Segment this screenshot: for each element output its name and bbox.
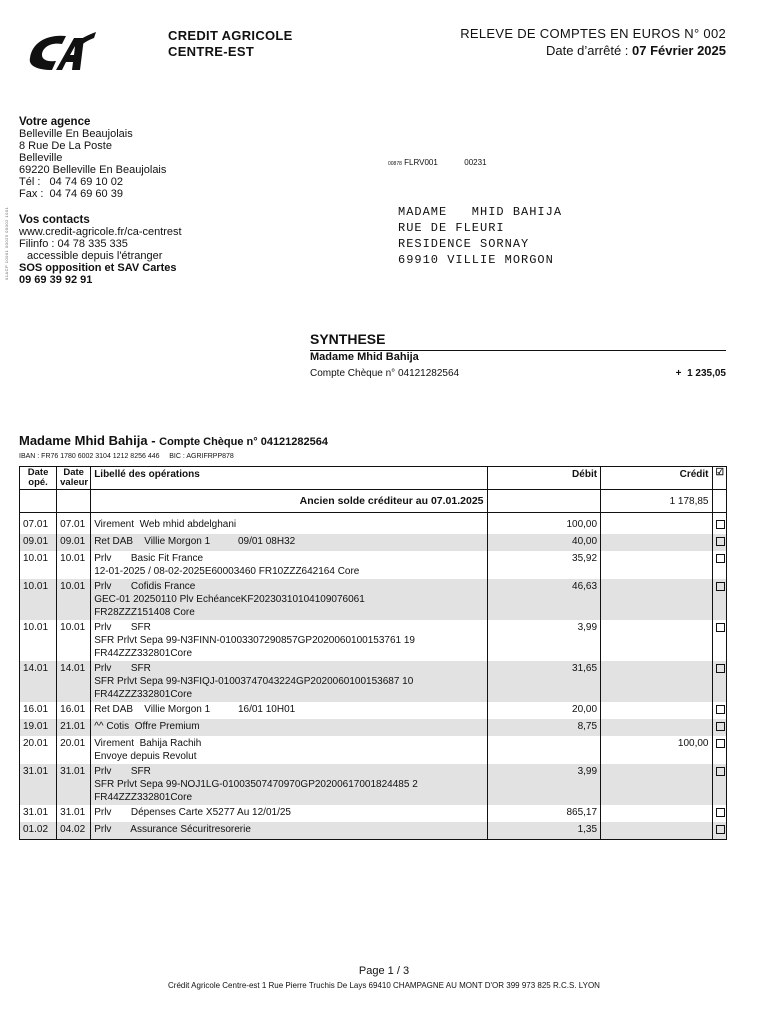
row-date-val: 31.01 [57, 805, 91, 822]
statement-title: RELEVE DE COMPTES EN EUROS N° 002 [460, 26, 726, 41]
sort-code-2: 00231 [464, 158, 487, 167]
address-line: RUE DE FLEURI [398, 221, 505, 235]
contacts-sos-label: SOS opposition et SAV Cartes [19, 262, 177, 274]
row-date-val: 09.01 [57, 534, 91, 551]
bank-name-line2: CENTRE-EST [168, 44, 255, 59]
row-debit: 46,63 [487, 579, 601, 620]
agency-phone: Tél : 04 74 69 10 02 [19, 176, 123, 188]
row-credit [601, 764, 712, 805]
header-date-op: Date opé. [20, 467, 57, 490]
check-box[interactable] [716, 808, 725, 817]
row-debit [487, 736, 601, 764]
table-row [20, 620, 727, 661]
agency-line: 69220 Belleville En Beaujolais [19, 164, 167, 176]
row-debit: 3,99 [487, 620, 601, 661]
agency-line: Belleville [19, 152, 63, 164]
row-date-val: 31.01 [57, 764, 91, 805]
row-credit [601, 517, 712, 534]
check-box[interactable] [716, 623, 725, 632]
row-debit: 865,17 [487, 805, 601, 822]
bank-name-line1: CREDIT AGRICOLE [168, 28, 293, 43]
header-credit: Crédit [601, 467, 712, 490]
check-box[interactable] [716, 520, 725, 529]
row-debit: 35,92 [487, 551, 601, 579]
row-date-val: 10.01 [57, 620, 91, 661]
check-box[interactable] [716, 722, 725, 731]
contacts-block [19, 214, 182, 286]
contacts-web-link[interactable]: www.credit-agricole.fr/ca-centrest [19, 226, 182, 238]
synthese-account: Compte Chèque n° 04121282564 [310, 368, 460, 379]
row-credit [601, 805, 712, 822]
contacts-filinfo: Filinfo : 04 78 335 335 [19, 238, 128, 250]
table-row [20, 534, 727, 551]
row-debit: 31,65 [487, 661, 601, 702]
row-credit [601, 551, 712, 579]
statement-date [546, 43, 726, 58]
check-box[interactable] [716, 739, 725, 748]
check-box[interactable] [716, 825, 725, 834]
row-label: Virement Web mhid abdelghani [91, 517, 487, 534]
sort-code-small: 00878 [388, 161, 402, 167]
bank-name [168, 28, 293, 60]
row-label: Prlv SFR SFR Prlvt Sepa 99-NOJ1LG-01003507470970GP20200617001824485 2 FR44ZZZ332801Core [91, 764, 487, 805]
table-row [20, 736, 727, 764]
table-row [20, 517, 727, 534]
row-credit [601, 702, 712, 719]
row-date-val: 10.01 [57, 579, 91, 620]
date-value: 07 Février 2025 [632, 43, 726, 58]
row-date-op: 14.01 [20, 661, 57, 702]
agency-line: Belleville En Beaujolais [19, 128, 133, 140]
address-line: MADAME MHID BAHIJA [398, 205, 563, 219]
row-date-op: 16.01 [20, 702, 57, 719]
header-debit: Débit [487, 467, 601, 490]
row-label: Ret DAB Villie Morgon 1 16/01 10H01 [91, 702, 487, 719]
check-box[interactable] [716, 767, 725, 776]
table-row [20, 764, 727, 805]
row-date-op: 09.01 [20, 534, 57, 551]
agency-line: 8 Rue De La Poste [19, 140, 112, 152]
row-label: ^^ Cotis Offre Premium [91, 719, 487, 736]
row-date-op: 19.01 [20, 719, 57, 736]
agency-fax: Fax : 04 74 69 60 39 [19, 188, 123, 200]
row-date-val: 21.01 [57, 719, 91, 736]
header-date-val: Date valeur [57, 467, 91, 490]
row-date-op: 20.01 [20, 736, 57, 764]
date-label: Date d’arrêté : [546, 43, 629, 58]
check-box[interactable] [716, 537, 725, 546]
row-debit: 20,00 [487, 702, 601, 719]
row-date-val: 04.02 [57, 822, 91, 840]
check-box[interactable] [716, 705, 725, 714]
row-credit [601, 822, 712, 840]
row-debit: 100,00 [487, 517, 601, 534]
row-label: Prlv Cofidis France GEC-01 20250110 Plv EchéanceKF20230310104109076061 FR28ZZZ151408 Core [91, 579, 487, 620]
row-date-op: 07.01 [20, 517, 57, 534]
row-debit: 40,00 [487, 534, 601, 551]
row-debit: 8,75 [487, 719, 601, 736]
row-label: Prlv SFR SFR Prlvt Sepa 99-N3FIQJ-01003747043224GP2020060100153687 10 FR44ZZZ332801Core [91, 661, 487, 702]
table-row [20, 719, 727, 736]
operations-table [19, 466, 727, 840]
row-date-op: 10.01 [20, 620, 57, 661]
synthese-amount: + 1 235,05 [675, 368, 726, 379]
row-label: Prlv Basic Fit France 12-01-2025 / 08-02-2025E60003460 FR10ZZZ642164 Core [91, 551, 487, 579]
row-date-op: 10.01 [20, 579, 57, 620]
check-box[interactable] [716, 664, 725, 673]
legal-footer: Crédit Agricole Centre-est 1 Rue Pierre Truchis De Lays 69410 CHAMPAGNE AU MONT D'OR 399 973 825 R.C.S. LYON [168, 981, 600, 990]
check-box[interactable] [716, 554, 725, 563]
row-debit: 1,35 [487, 822, 601, 840]
agency-heading: Votre agence [19, 116, 91, 128]
table-header-row [20, 467, 727, 490]
address-line: 69910 VILLIE MORGON [398, 253, 554, 267]
table-row [20, 822, 727, 840]
synthese-title: SYNTHESE [310, 331, 386, 347]
row-label: Prlv Dépenses Carte X5277 Au 12/01/25 [91, 805, 487, 822]
row-date-val: 07.01 [57, 517, 91, 534]
row-date-op: 31.01 [20, 805, 57, 822]
header-label: Libellé des opérations [91, 467, 487, 490]
row-credit [601, 719, 712, 736]
row-label: Prlv Assurance Sécuritresorerie [91, 822, 487, 840]
row-date-val: 20.01 [57, 736, 91, 764]
account-holder: Madame Mhid Bahija - [19, 433, 160, 448]
row-credit [601, 579, 712, 620]
row-credit [601, 534, 712, 551]
row-date-val: 16.01 [57, 702, 91, 719]
row-credit: 100,00 [601, 736, 712, 764]
row-credit [601, 661, 712, 702]
account-label: Compte Chèque n° 04121282564 [159, 436, 329, 448]
opening-balance-credit: 1 178,85 [601, 490, 712, 513]
sort-code-1: FLRV001 [404, 158, 438, 167]
row-date-op: 31.01 [20, 764, 57, 805]
row-credit [601, 620, 712, 661]
row-date-op: 01.02 [20, 822, 57, 840]
contacts-sos-number: 09 69 39 92 91 [19, 274, 93, 286]
synthese-holder: Madame Mhid Bahija [310, 351, 419, 363]
sort-code [388, 158, 487, 167]
row-date-op: 10.01 [20, 551, 57, 579]
side-codes: 01ACP 10001 00025 00002 1001 [4, 206, 9, 280]
row-label: Prlv SFR SFR Prlvt Sepa 99-N3FINN-01003307290857GP2020060100153761 19 FR44ZZZ332801Core [91, 620, 487, 661]
header-check-icon: ☑ [712, 467, 727, 490]
table-row [20, 661, 727, 702]
row-label: Ret DAB Villie Morgon 1 09/01 08H32 [91, 534, 487, 551]
page-number: Page 1 / 3 [358, 965, 410, 977]
agency-block [19, 116, 166, 200]
iban-bic: IBAN : FR76 1780 6002 3104 1212 8256 446 BIC : AGRIFRPP878 [19, 453, 234, 460]
table-row [20, 579, 727, 620]
table-row [20, 805, 727, 822]
recipient-address [398, 204, 562, 268]
credit-agricole-logo [26, 28, 98, 72]
row-label: Virement Bahija Rachih Envoye depuis Revolut [91, 736, 487, 764]
contacts-abroad: accessible depuis l'étranger [27, 250, 163, 262]
table-row [20, 551, 727, 579]
check-box[interactable] [716, 582, 725, 591]
account-title [19, 433, 328, 448]
row-date-val: 14.01 [57, 661, 91, 702]
address-line: RESIDENCE SORNAY [398, 237, 530, 251]
row-debit: 3,99 [487, 764, 601, 805]
table-row [20, 702, 727, 719]
opening-balance-label: Ancien solde créditeur au 07.01.2025 [91, 490, 487, 513]
row-date-val: 10.01 [57, 551, 91, 579]
contacts-heading: Vos contacts [19, 214, 90, 226]
opening-balance-row [20, 490, 727, 513]
